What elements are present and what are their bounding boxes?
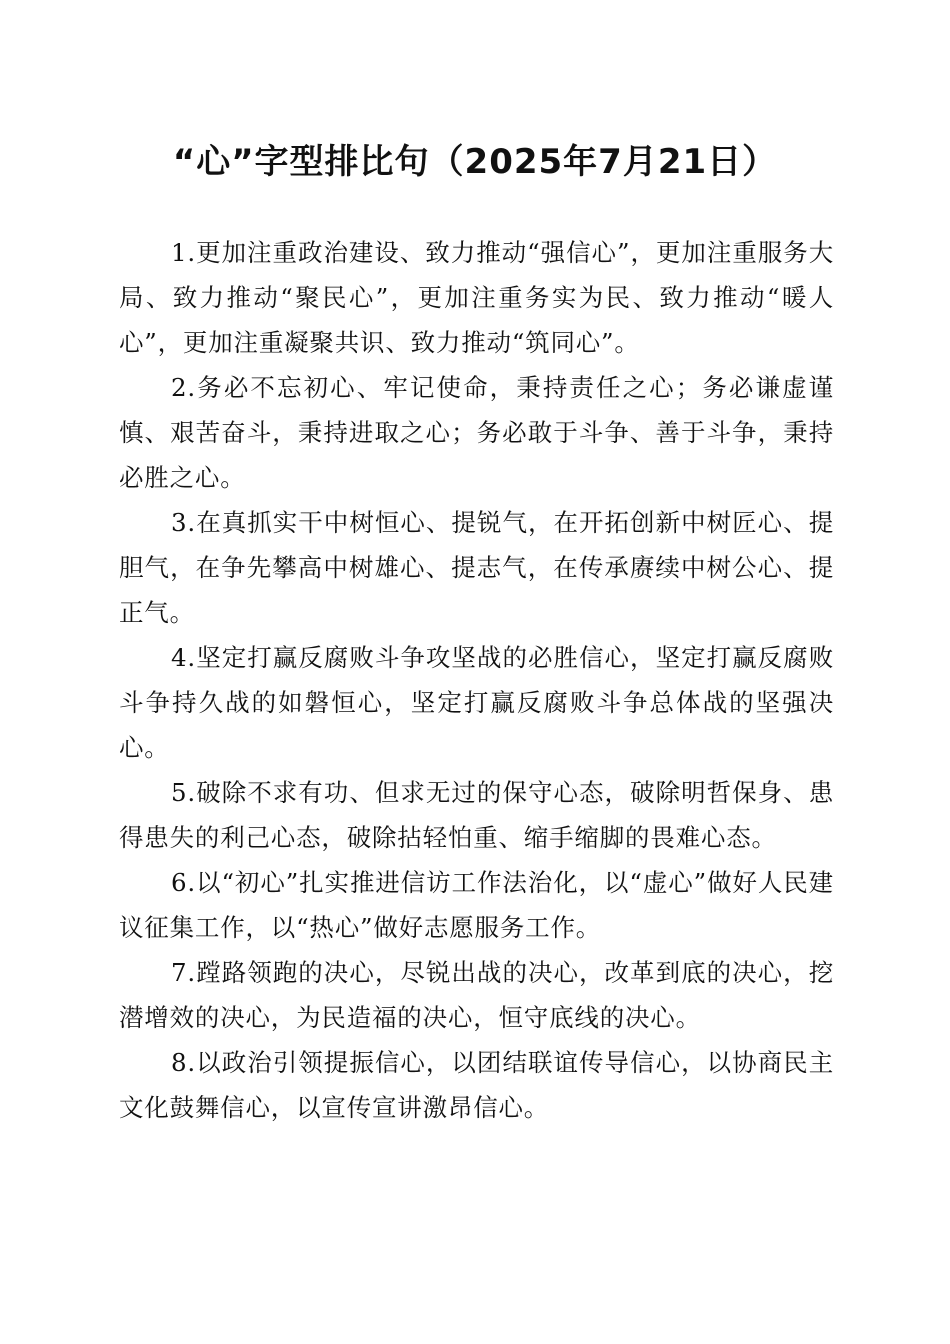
paragraph-5: 5.破除不求有功、但求无过的保守心态，破除明哲保身、患得患失的利己心态，破除拈轻怕重、缩手缩脚的畏难心态。 xyxy=(119,778,834,852)
paragraph-4: 4.坚定打赢反腐败斗争攻坚战的必胜信心，坚定打赢反腐败斗争持久战的如磐恒心，坚定打赢反腐败斗争总体战的坚强决心。 xyxy=(119,643,834,762)
paragraph-7: 7.蹚路领跑的决心，尽锐出战的决心，改革到底的决心，挖潜增效的决心，为民造福的决心，恒守底线的决心。 xyxy=(119,958,834,1032)
document-body xyxy=(119,230,834,1130)
paragraph-1: 1.更加注重政治建设、致力推动“强信心”，更加注重服务大局、致力推动“聚民心”，更加注重务实为民、致力推动“暖人心”，更加注重凝聚共识、致力推动“筑同心”。 xyxy=(119,238,834,357)
document-title: “心”字型排比句（2025年7月21日） xyxy=(172,142,778,182)
paragraph-6: 6.以“初心”扎实推进信访工作法治化，以“虚心”做好人民建议征集工作，以“热心”做好志愿服务工作。 xyxy=(119,868,834,942)
paragraph-8: 8.以政治引领提振信心，以团结联谊传导信心，以协商民主文化鼓舞信心，以宣传宣讲激昂信心。 xyxy=(119,1048,834,1122)
paragraph-2: 2.务必不忘初心、牢记使命，秉持责任之心；务必谦虚谨慎、艰苦奋斗，秉持进取之心；务必敢于斗争、善于斗争，秉持必胜之心。 xyxy=(119,373,834,492)
paragraph-3: 3.在真抓实干中树恒心、提锐气，在开拓创新中树匠心、提胆气，在争先攀高中树雄心、提志气，在传承赓续中树公心、提正气。 xyxy=(119,508,834,627)
